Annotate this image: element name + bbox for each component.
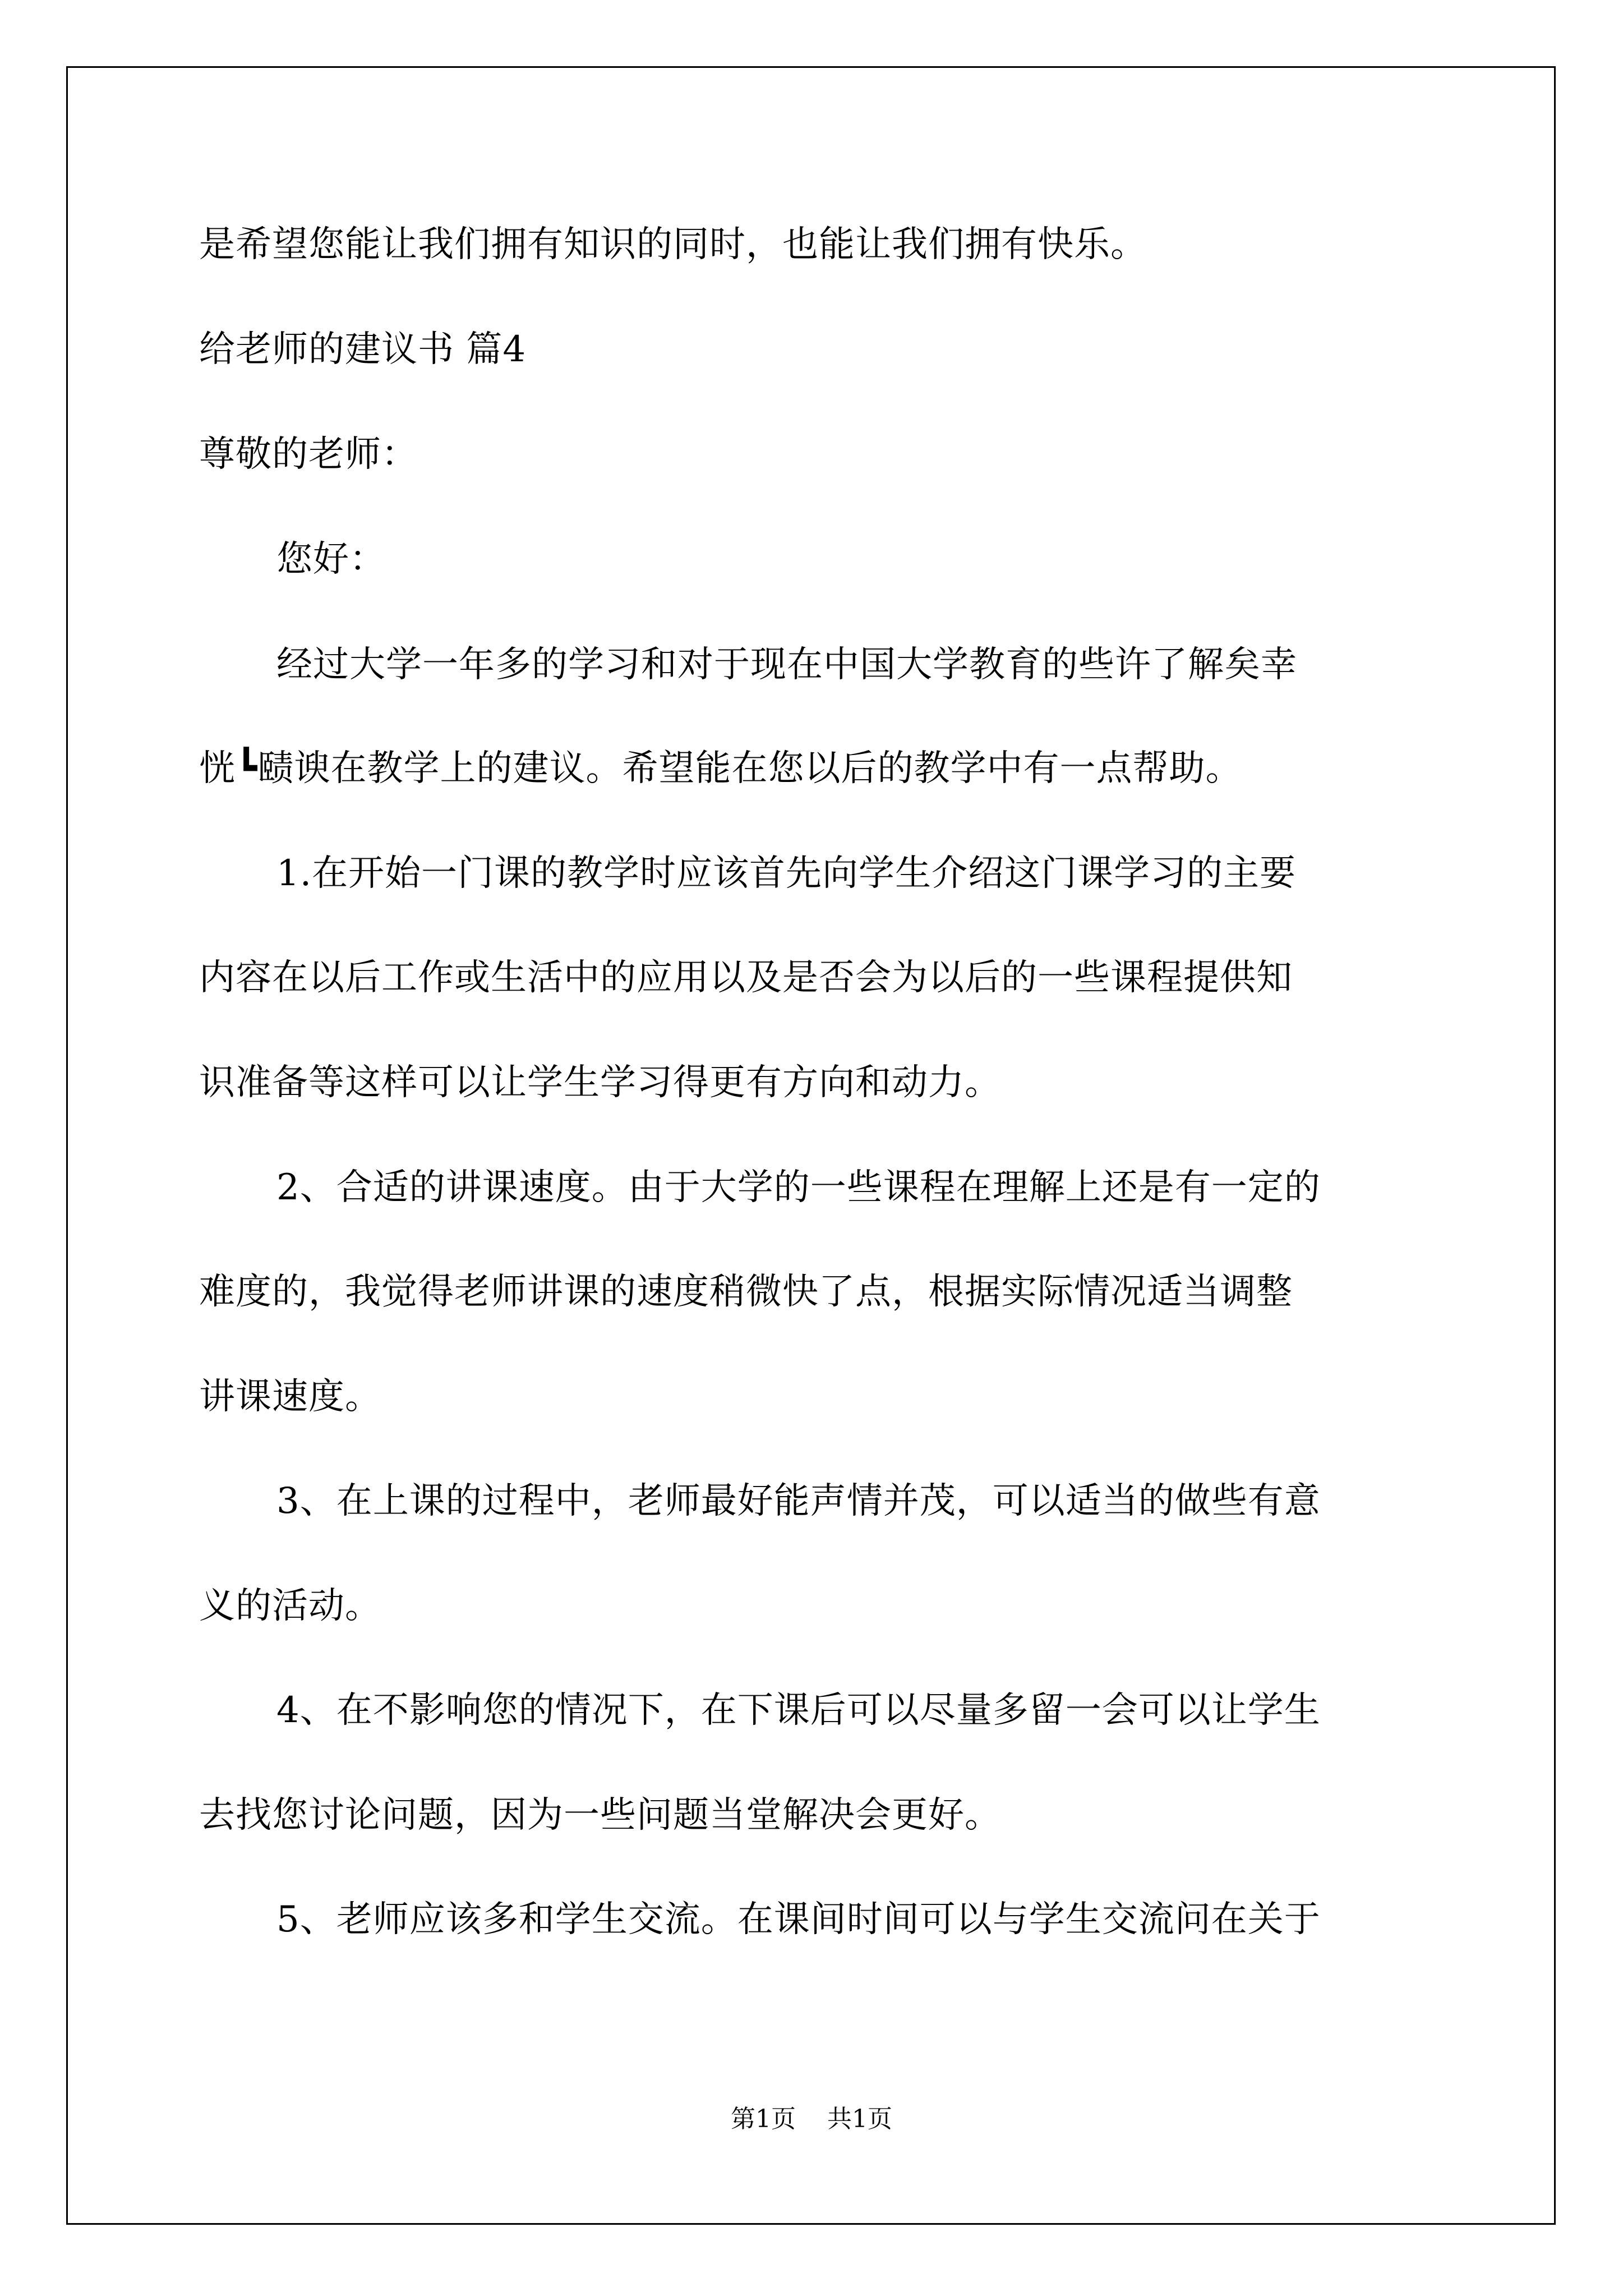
paragraph-line: 难度的，我觉得老师讲课的速度稍微快了点，根据实际情况适当调整 [199, 1271, 1293, 1313]
paragraph-line: 是希望您能让我们拥有知识的同时，也能让我们拥有快乐。 [199, 224, 1147, 265]
paragraph-line: 4、在不影响您的情况下，在下课后可以尽量多留一会可以让学生 [276, 1690, 1321, 1731]
page-total: 共1页 [827, 2105, 892, 2133]
paragraph-line: 3、在上课的过程中，老师最好能声情并茂，可以适当的做些有意 [276, 1480, 1321, 1522]
paragraph-line: 讲课速度。 [199, 1376, 381, 1418]
paragraph-line: 经过大学一年多的学习和对于现在中国大学教育的些许了解矣幸 [276, 644, 1297, 685]
paragraph-line: 识准备等这样可以让学生学习得更有方向和动力。 [199, 1062, 1001, 1103]
paragraph-line: 恍┗赜谀在教学上的建议。希望能在您以后的教学中有一点帮助。 [199, 748, 1242, 789]
section-title: 给老师的建议书 篇4 [199, 329, 527, 370]
paragraph-line: 1.在开始一门课的教学时应该首先向学生介绍这门课学习的主要 [276, 853, 1297, 894]
paragraph-line: 5、老师应该多和学生交流。在课间时间可以与学生交流问在关于 [276, 1899, 1321, 1940]
page-footer [0, 2104, 1623, 2135]
paragraph-line: 2、合适的讲课速度。由于大学的一些课程在理解上还是有一定的 [276, 1167, 1321, 1208]
salutation: 尊敬的老师： [199, 434, 418, 475]
paragraph-line: 去找您讨论问题，因为一些问题当堂解决会更好。 [199, 1795, 1001, 1836]
page-number: 第1页 [731, 2105, 796, 2133]
paragraph-line: 义的活动。 [199, 1585, 381, 1627]
greeting: 您好： [276, 539, 386, 580]
paragraph-line: 内容在以后工作或生活中的应用以及是否会为以后的一些课程提供知 [199, 957, 1293, 999]
